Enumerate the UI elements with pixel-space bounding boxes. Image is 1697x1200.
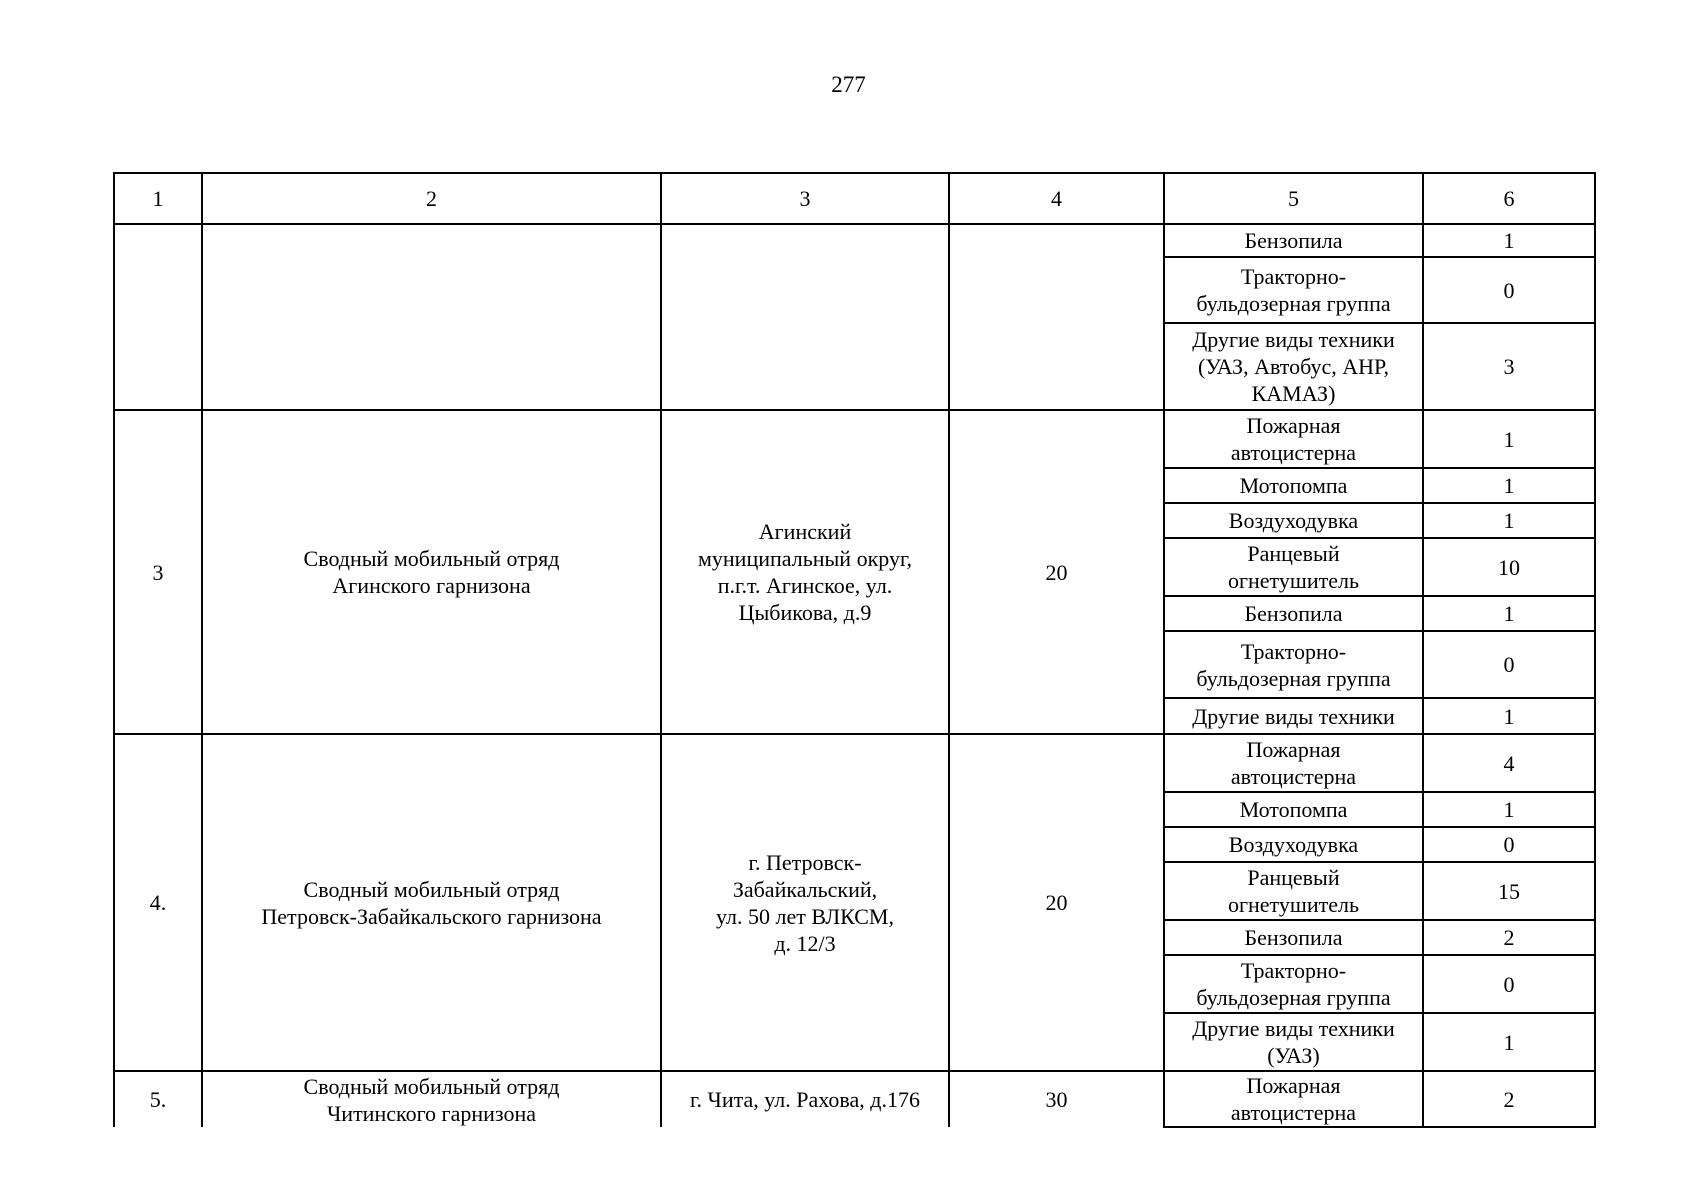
- equipment-qty-cell: 0: [1423, 827, 1595, 862]
- text-line: Мотопомпа: [1239, 473, 1348, 498]
- address-cell: [661, 1071, 949, 1127]
- equipment-table-wrapper: [113, 172, 1594, 1128]
- equipment-qty-cell: 4: [1423, 734, 1595, 792]
- text-line: Мотопомпа: [1239, 797, 1348, 822]
- row-number-cell: 5.: [114, 1071, 202, 1127]
- equipment-qty-cell: 1: [1423, 792, 1595, 827]
- equipment-name-cell: [1164, 596, 1423, 631]
- header-cell-2: 2: [202, 173, 661, 224]
- text-line: (УАЗ, Автобус, АНР,: [1198, 354, 1389, 379]
- equipment-name-cell: [1164, 410, 1423, 468]
- text-line: Ранцевый: [1247, 541, 1340, 566]
- equipment-qty-cell: 1: [1423, 503, 1595, 538]
- header-cell-4: 4: [949, 173, 1164, 224]
- equipment-qty-cell: 0: [1423, 631, 1595, 698]
- row-number-cell: 4.: [114, 734, 202, 1071]
- text-line: Петровск-Забайкальского гарнизона: [261, 903, 602, 929]
- equipment-qty-cell: 2: [1423, 920, 1595, 955]
- equipment-name-cell: [1164, 862, 1423, 920]
- text-line: Пожарная: [1246, 1073, 1341, 1098]
- text-line: Воздуходувка: [1228, 832, 1359, 857]
- text-line: Пожарная: [1246, 737, 1341, 762]
- address-cell: [661, 224, 949, 410]
- equipment-qty-cell: 3: [1423, 323, 1595, 410]
- text-line: муниципальный округ,: [697, 546, 913, 571]
- row-number-cell: [114, 224, 202, 410]
- equipment-qty-cell: 10: [1423, 538, 1595, 596]
- address-cell: [661, 734, 949, 1071]
- text-line: ул. 50 лет ВЛКСМ,: [716, 903, 894, 929]
- text-line: Забайкальский,: [732, 876, 878, 902]
- equipment-name-cell: [1164, 323, 1423, 410]
- equipment-name-cell: [1164, 1071, 1423, 1127]
- text-line: Читинского гарнизона: [327, 1100, 536, 1126]
- text-line: Тракторно-: [1240, 958, 1347, 983]
- equipment-table: [113, 172, 1596, 1128]
- header-cell-1: 1: [114, 173, 202, 224]
- equipment-qty-cell: 1: [1423, 1013, 1595, 1071]
- equipment-qty-cell: 1: [1423, 698, 1595, 734]
- equipment-name-cell: [1164, 698, 1423, 734]
- text-line: бульдозерная группа: [1196, 665, 1391, 691]
- unit-name-cell: [202, 410, 661, 734]
- equipment-qty-cell: 1: [1423, 410, 1595, 468]
- equipment-name-cell: [1164, 538, 1423, 596]
- text-line: д. 12/3: [774, 930, 836, 956]
- header-cell-3: 3: [661, 173, 949, 224]
- equipment-qty-cell: 15: [1423, 862, 1595, 920]
- unit-name-cell: [202, 734, 661, 1071]
- text-line: Цыбикова, д.9: [738, 600, 872, 625]
- equipment-qty-cell: 1: [1423, 224, 1595, 257]
- text-line: КАМАЗ): [1251, 381, 1336, 406]
- equipment-name-cell: [1164, 734, 1423, 792]
- text-line: автоцистерна: [1230, 764, 1357, 789]
- text-line: Тракторно-: [1240, 638, 1347, 664]
- text-line: Бензопила: [1244, 601, 1343, 626]
- unit-name-cell: [202, 224, 661, 410]
- text-line: бульдозерная группа: [1196, 985, 1391, 1010]
- personnel-cell: 20: [949, 734, 1164, 1071]
- header-cell-5: 5: [1164, 173, 1423, 224]
- page-number: 277: [831, 72, 866, 97]
- personnel-cell: [949, 224, 1164, 410]
- text-line: Сводный мобильный отряд: [303, 1073, 560, 1099]
- equipment-name-cell: [1164, 920, 1423, 955]
- equipment-qty-cell: 2: [1423, 1071, 1595, 1127]
- text-line: Другие виды техники: [1192, 703, 1395, 729]
- text-line: Ранцевый: [1247, 865, 1340, 890]
- equipment-name-cell: [1164, 224, 1423, 257]
- text-line: Другие виды техники: [1192, 1016, 1395, 1041]
- text-line: огнетушитель: [1228, 568, 1359, 593]
- table-row: [114, 734, 1595, 792]
- text-line: Сводный мобильный отряд: [303, 546, 560, 571]
- text-line: п.г.т. Агинское, ул.: [717, 573, 893, 598]
- equipment-name-cell: [1164, 827, 1423, 862]
- text-line: огнетушитель: [1228, 892, 1359, 917]
- text-line: Агинский: [758, 519, 852, 544]
- text-line: Другие виды техники: [1192, 327, 1395, 352]
- equipment-name-cell: [1164, 792, 1423, 827]
- text-line: автоцистерна: [1230, 440, 1357, 465]
- equipment-qty-cell: 1: [1423, 468, 1595, 503]
- equipment-name-cell: [1164, 1013, 1423, 1071]
- row-number-cell: 3: [114, 410, 202, 734]
- table-row: [114, 1071, 1595, 1127]
- equipment-qty-cell: 0: [1423, 955, 1595, 1013]
- equipment-name-cell: [1164, 955, 1423, 1013]
- equipment-qty-cell: 1: [1423, 596, 1595, 631]
- table-header-row: [114, 173, 1595, 224]
- text-line: г. Чита, ул. Рахова, д.176: [690, 1087, 920, 1112]
- text-line: бульдозерная группа: [1196, 291, 1391, 316]
- text-line: Тракторно-: [1240, 264, 1347, 289]
- equipment-name-cell: [1164, 468, 1423, 503]
- equipment-name-cell: [1164, 257, 1423, 323]
- personnel-cell: 30: [949, 1071, 1164, 1127]
- equipment-name-cell: [1164, 631, 1423, 698]
- text-line: автоцистерна: [1230, 1100, 1357, 1125]
- address-cell: [661, 410, 949, 734]
- text-line: (УАЗ): [1267, 1043, 1320, 1068]
- table-row: [114, 224, 1595, 257]
- header-cell-6: 6: [1423, 173, 1595, 224]
- unit-name-cell: [202, 1071, 661, 1127]
- text-line: Бензопила: [1244, 925, 1343, 950]
- personnel-cell: 20: [949, 410, 1164, 734]
- text-line: Пожарная: [1246, 413, 1341, 438]
- equipment-name-cell: [1164, 503, 1423, 538]
- text-line: Сводный мобильный отряд: [303, 876, 560, 902]
- table-row: [114, 410, 1595, 468]
- table-body: [114, 173, 1595, 1127]
- text-line: Воздуходувка: [1228, 508, 1359, 533]
- text-line: Бензопила: [1244, 228, 1343, 253]
- text-line: Агинского гарнизона: [332, 573, 531, 598]
- text-line: г. Петровск-: [748, 849, 862, 875]
- equipment-qty-cell: 0: [1423, 257, 1595, 323]
